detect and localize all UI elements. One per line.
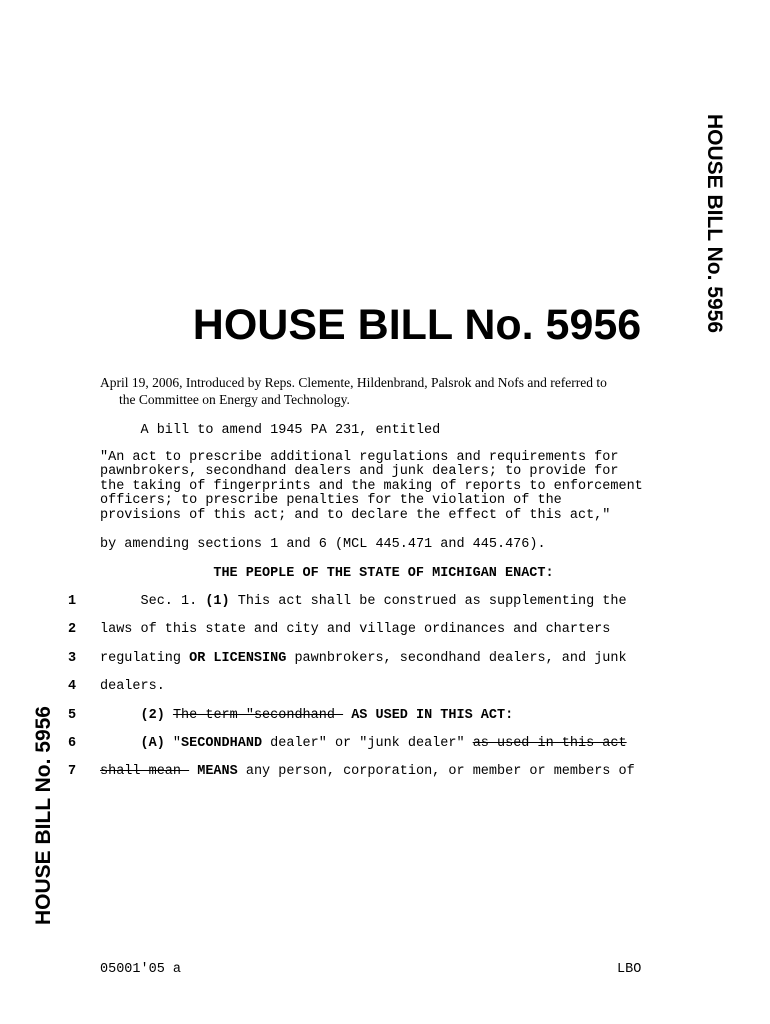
intro-line-2: the Committee on Energy and Technology.: [119, 392, 350, 407]
line-text: [100, 651, 627, 666]
line-number: 1: [68, 594, 77, 609]
amend-line: A bill to amend 1945 PA 231, entitled: [100, 423, 441, 438]
bill-line: [0, 622, 700, 642]
line-text: [100, 764, 635, 779]
inserted-text: OR LICENSING: [189, 650, 287, 666]
side-title-left: HOUSE BILL No. 5956: [32, 706, 55, 926]
line-number: 5: [68, 707, 77, 723]
bill-line: [0, 708, 700, 728]
text-segment: [100, 736, 141, 751]
bill-line: [0, 594, 700, 614]
footer-agency: LBO: [617, 962, 642, 977]
line-number: 7: [68, 764, 77, 780]
line-text: [100, 594, 627, 609]
line-text: [100, 708, 513, 723]
bill-line: [0, 651, 700, 671]
enacting-clause: THE PEOPLE OF THE STATE OF MICHIGAN ENACT:: [213, 566, 554, 581]
text-segment: This act shall be construed as supplementing the: [229, 594, 627, 609]
intro-line-1: April 19, 2006, Introduced by Reps. Clemente, Hildenbrand, Palsrok and Nofs and referred to: [100, 375, 607, 390]
inserted-text: (A): [140, 736, 165, 751]
side-title-right: HOUSE BILL No. 5956: [703, 114, 726, 334]
text-segment: dealer" or "junk dealer": [262, 736, 473, 751]
footer-code: 05001'05 a: [100, 962, 182, 977]
line-number: 4: [68, 679, 77, 695]
bill-line: [0, 679, 700, 699]
line-text: [100, 679, 165, 694]
struck-text: shall mean: [100, 764, 190, 780]
text-segment: any person, corporation, or member or members of: [237, 764, 635, 780]
text-segment: ": [164, 736, 182, 751]
inserted-text: AS USED IN THIS ACT:: [351, 707, 514, 723]
inserted-text: (2): [140, 707, 165, 723]
introduction: [100, 374, 670, 408]
text-segment: regulating: [100, 650, 190, 666]
inserted-text: SECONDHAND: [181, 736, 263, 751]
text-segment: [100, 708, 141, 723]
bill-line: [0, 764, 700, 784]
line-number: 2: [68, 622, 77, 638]
text-segment: dealers.: [100, 679, 165, 695]
struck-text: The term "secondhand: [172, 707, 344, 723]
line-number: 3: [68, 650, 77, 666]
line-number: 6: [68, 736, 77, 751]
text-segment: pawnbrokers, secondhand dealers, and junk: [286, 650, 627, 666]
amending-line: by amending sections 1 and 6 (MCL 445.471 and 445.476).: [100, 537, 546, 552]
inserted-text: MEANS: [197, 764, 238, 780]
text-segment: Sec. 1.: [100, 594, 206, 609]
inserted-text: (1): [205, 594, 230, 609]
text-segment: laws of this state and city and village ordinances and charters: [100, 622, 611, 638]
text-segment: [165, 708, 173, 723]
line-text: [100, 736, 627, 751]
line-text: [100, 622, 610, 637]
struck-text: as used in this act: [472, 736, 627, 751]
bill-line: [0, 736, 700, 756]
page-title: HOUSE BILL No. 5956: [192, 301, 642, 349]
text-segment: [343, 708, 351, 723]
act-title-quote: "An act to prescribe additional regulations and requirements for pawnbrokers, secondhand dealers and junk dealers; to provide for the taking of fingerprints and the making of reports to enforcement officers; to prescribe penalties for the violation of the provisions of this act; and to declare the effect of this act,": [100, 450, 643, 523]
